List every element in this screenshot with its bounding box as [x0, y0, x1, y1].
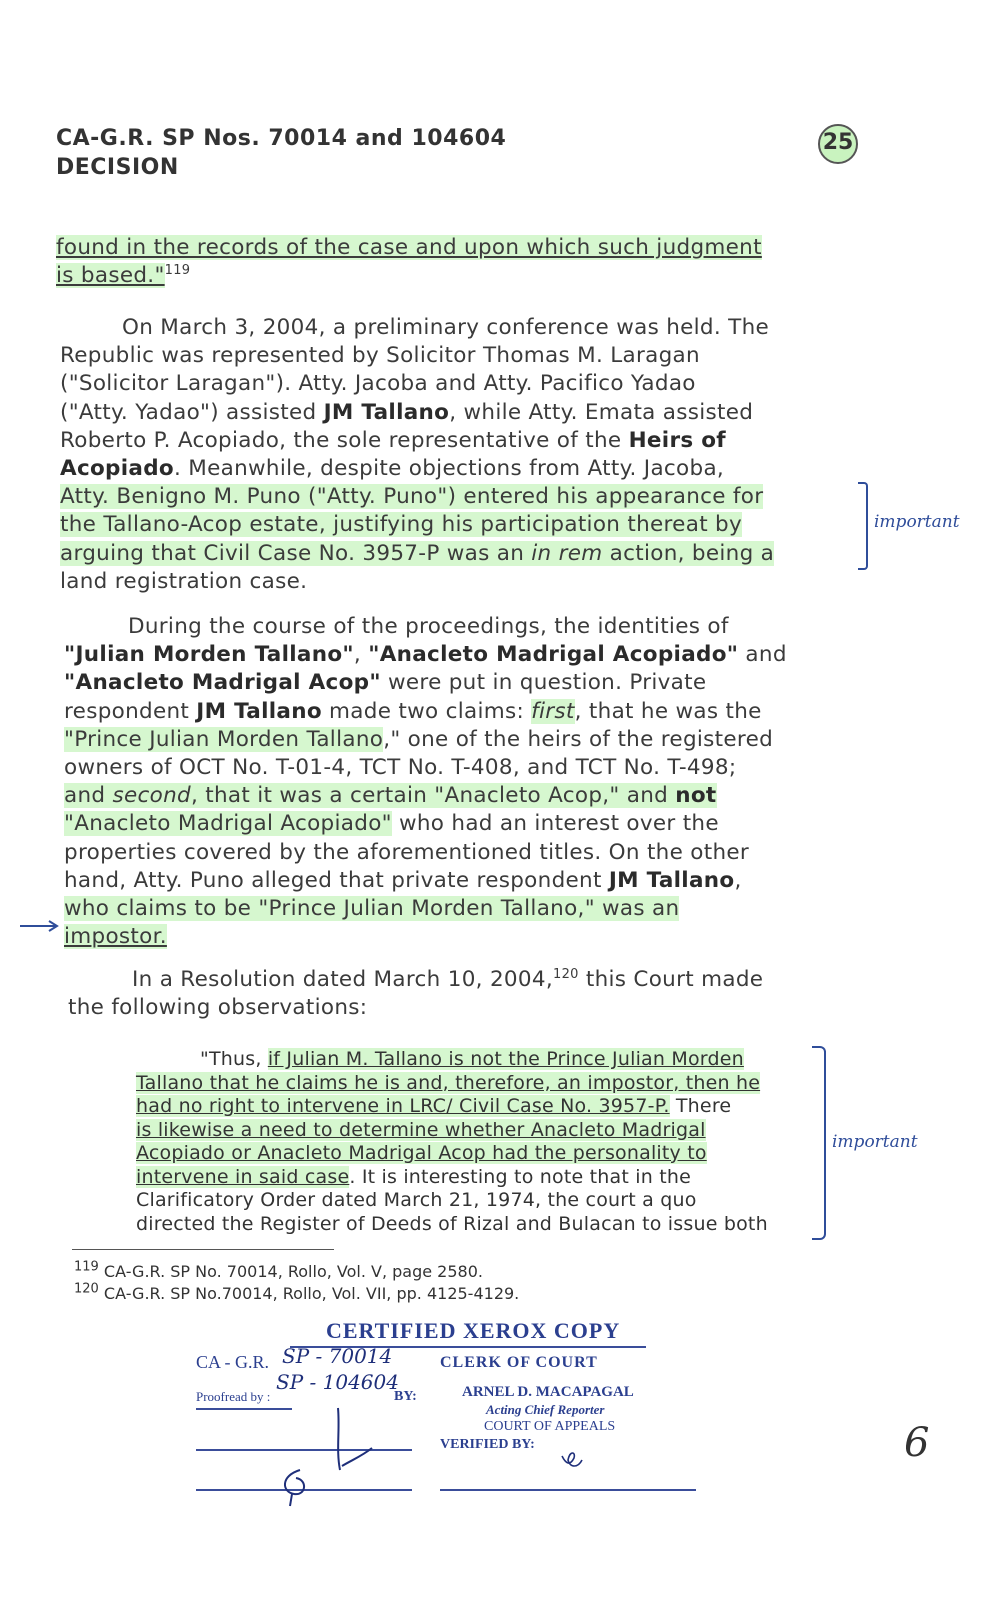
margin-note-important: important	[832, 1132, 918, 1152]
p3-line: In a Resolution dated March 10, 2004,$^{120}$ this Court made	[132, 966, 764, 992]
p2-line: During the course of the proceedings, the identities of	[128, 614, 729, 639]
footnote-120: $^{120}$ CA-G.R. SP No.70014, Rollo, Vol. VII, pp. 4125-4129.	[74, 1281, 520, 1303]
stamp-name: ARNEL D. MACAPAGAL	[462, 1384, 634, 1400]
quote-line: had no right to intervene in LRC/ Civil Case No. 3957-P. There	[136, 1095, 732, 1117]
p3-line: the following observations:	[68, 995, 368, 1021]
p2-line: and second, that it was a certain "Anacleto Acop," and not	[64, 783, 717, 809]
p1-line: Republic was represented by Solicitor Thomas M. Laragan	[60, 343, 700, 369]
quote-line: intervene in said case. It is interesting to note that in the	[136, 1165, 691, 1188]
corner-mark: 6	[904, 1420, 930, 1466]
footnote-ref-119: 119	[164, 263, 191, 279]
p1-line: Acopiado. Meanwhile, despite objections from Atty. Jacoba,	[60, 456, 725, 482]
p2-line: properties covered by the aforementioned titles. On the other	[64, 839, 750, 865]
paragraph-resolution	[68, 966, 854, 1022]
paragraph-preliminary-conference	[60, 314, 846, 596]
stamp-clerk: CLERK OF COURT	[440, 1354, 598, 1371]
p1-line: the Tallano-Acop estate, justifying his participation thereat by	[60, 512, 743, 538]
margin-note-important: important	[874, 512, 960, 532]
block-quote	[136, 1048, 790, 1236]
quote-line: Clarificatory Order dated March 21, 1974, the court a quo	[136, 1189, 697, 1211]
stamp-role: Acting Chief Reporter	[486, 1402, 605, 1417]
margin-bracket	[812, 1046, 826, 1240]
p1-line: ("Solicitor Laragan"). Atty. Jacoba and Atty. Pacifico Yadao	[60, 371, 696, 397]
page-number-badge: 25	[818, 124, 858, 164]
margin-bracket	[858, 482, 868, 570]
continuation-line-1: found in the records of the case and upon which such judgment	[56, 235, 762, 260]
p1-line: Atty. Benigno M. Puno ("Atty. Puno") entered his appearance for	[60, 484, 764, 510]
quote-line: Acopiado or Anacleto Madrigal Acop had the personality to	[136, 1142, 707, 1164]
stamp-proofread: Proofread by :	[196, 1389, 271, 1404]
p2-line: "Prince Julian Morden Tallano," one of the heirs of the registered	[64, 726, 774, 752]
p2-line: who claims to be "Prince Julian Morden Tallano," was an	[64, 896, 680, 922]
stamp-case-ref: CA - G.R.	[196, 1352, 270, 1372]
p2-line: hand, Atty. Puno alleged that private respondent JM Tallano,	[64, 867, 742, 893]
quote-line: is likewise a need to determine whether Anacleto Madrigal	[136, 1118, 706, 1141]
footnote-ref-120: 120	[553, 966, 579, 982]
stamp-case-hand-1: SP - 70014	[282, 1344, 393, 1368]
stamp-case-hand-2: SP - 104604	[276, 1370, 399, 1394]
stamp-by: BY:	[394, 1389, 417, 1404]
p2-line: "Anacleto Madrigal Acopiado" who had an interest over the	[64, 811, 719, 837]
p2-line: "Anacleto Madrigal Acop" were put in question. Private	[64, 670, 707, 696]
p1-line: land registration case.	[60, 568, 308, 594]
p1-line: ("Atty. Yadao") assisted JM Tallano, while Atty. Emata assisted	[60, 399, 754, 425]
quote-line: directed the Register of Deeds of Rizal and Bulacan to issue both	[136, 1212, 768, 1235]
continuation-paragraph	[56, 234, 846, 290]
p2-line: owners of OCT No. T-01-4, TCT No. T-408, and TCT No. T-498;	[64, 755, 737, 781]
paragraph-identities	[64, 613, 850, 951]
footnote-119: $^{119}$ CA-G.R. SP No. 70014, Rollo, Vol. V, page 2580.	[74, 1259, 483, 1281]
p2-line: "Julian Morden Tallano", "Anacleto Madrigal Acopiado" and	[64, 642, 787, 668]
p1-line: arguing that Civil Case No. 3957-P was an in rem action, being a	[60, 540, 775, 566]
p1-line: On March 3, 2004, a preliminary conference was held. The	[122, 315, 770, 340]
case-number-header: CA-G.R. SP Nos. 70014 and 104604	[56, 126, 507, 151]
margin-arrow-icon	[18, 918, 62, 934]
continuation-line-2: is based."	[56, 263, 165, 289]
stamp-title: CERTIFIED XEROX COPY	[326, 1318, 621, 1343]
quote-line: "Thus, if Julian M. Tallano is not the Prince Julian Morden	[200, 1048, 744, 1070]
p2-line: impostor.	[64, 924, 167, 950]
stamp-court: COURT OF APPEALS	[484, 1419, 616, 1434]
p1-line: Roberto P. Acopiado, the sole representative of the Heirs of	[60, 427, 726, 453]
document-type-header: DECISION	[56, 155, 179, 180]
p2-line: respondent JM Tallano made two claims: first, that he was the	[64, 698, 762, 724]
quote-line: Tallano that he claims he is and, therefore, an impostor, then he	[136, 1071, 761, 1094]
stamp-verified: VERIFIED BY:	[440, 1437, 535, 1452]
footnote-divider	[72, 1249, 334, 1250]
signature-marks	[270, 1400, 600, 1510]
